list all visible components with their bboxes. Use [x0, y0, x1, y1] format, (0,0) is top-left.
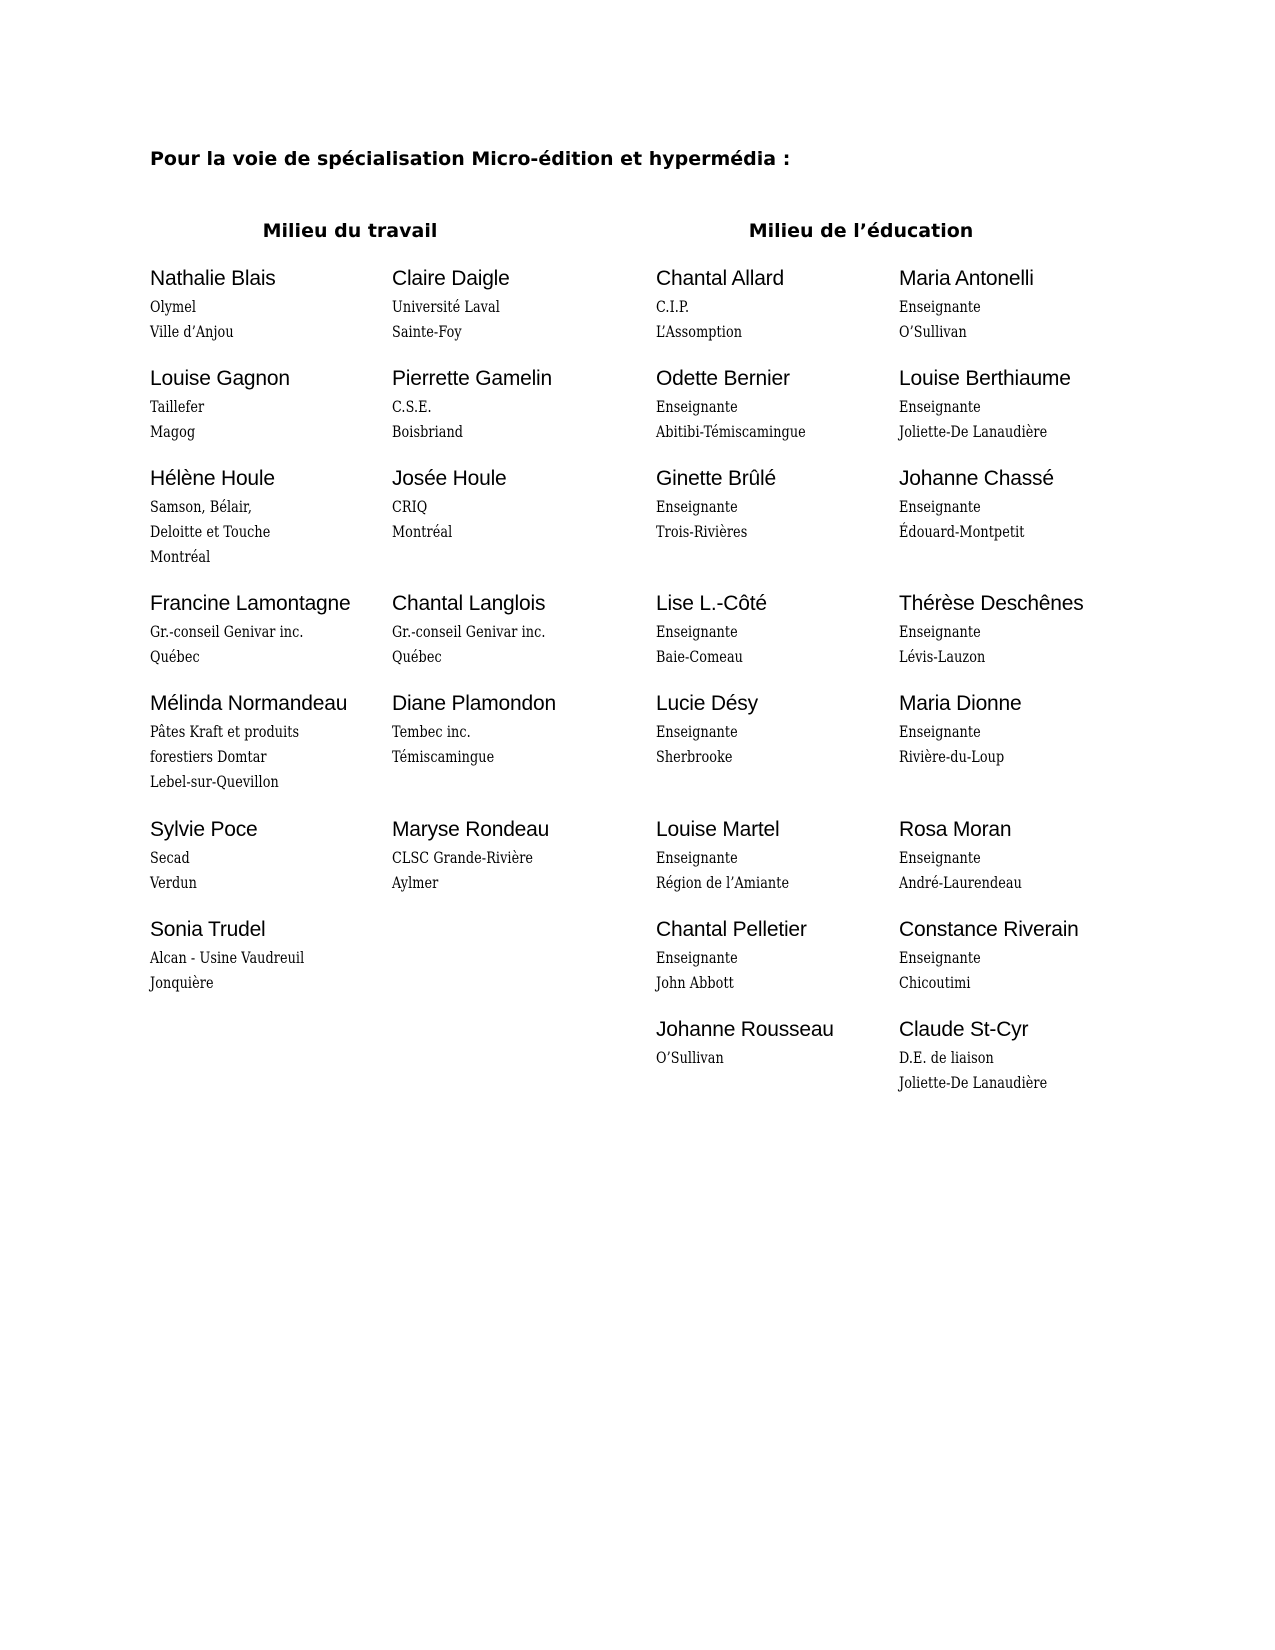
person-location: Joliette-De Lanaudière: [899, 1073, 1048, 1092]
person-entry: [899, 1015, 1149, 1095]
person-entry: [899, 915, 1149, 995]
person-affiliation: Enseignante: [656, 497, 738, 516]
person-name: Francine Lamontagne: [150, 592, 351, 615]
person-name: Sonia Trudel: [150, 918, 266, 941]
person-affiliation: Enseignante: [899, 848, 981, 867]
person-location: O’Sullivan: [656, 1048, 724, 1067]
person-affiliation: Olymel: [150, 297, 197, 316]
person-entry: [150, 915, 400, 995]
person-affiliation: C.I.P.: [656, 297, 690, 316]
person-name: Pierrette Gamelin: [392, 367, 552, 390]
page-title: Pour la voie de spécialisation Micro-édition et hypermédia :: [150, 148, 791, 170]
person-name: Louise Berthiaume: [899, 367, 1071, 390]
person-location: Trois-Rivières: [656, 522, 748, 541]
person-name: Odette Bernier: [656, 367, 790, 390]
person-name: Maria Antonelli: [899, 267, 1034, 290]
person-entry: [656, 589, 906, 669]
person-name: Johanne Chassé: [899, 467, 1054, 490]
person-name: Chantal Pelletier: [656, 918, 807, 941]
person-entry: [150, 689, 400, 794]
person-affiliation: Pâtes Kraft et produits: [150, 722, 300, 741]
person-name: Lucie Désy: [656, 692, 758, 715]
person-name: Maryse Rondeau: [392, 818, 550, 841]
person-location: Sherbrooke: [656, 747, 733, 766]
person-entry: [899, 815, 1149, 895]
person-affiliation: Enseignante: [656, 722, 738, 741]
person-entry: [656, 364, 906, 444]
person-entry: [392, 815, 642, 895]
person-entry: [899, 689, 1149, 769]
person-entry: [150, 464, 400, 569]
person-name: Ginette Brûlé: [656, 467, 776, 490]
person-affiliation: Université Laval: [392, 297, 500, 316]
person-name: Diane Plamondon: [392, 692, 556, 715]
person-affiliation: Gr.-conseil Genivar inc.: [150, 622, 304, 641]
person-location: Rivière-du-Loup: [899, 747, 1005, 766]
person-name: Nathalie Blais: [150, 267, 276, 290]
person-affiliation: Enseignante: [899, 297, 981, 316]
person-location: Région de l’Amiante: [656, 873, 790, 892]
person-name: Hélène Houle: [150, 467, 275, 490]
person-name: Chantal Allard: [656, 267, 784, 290]
person-location: L’Assomption: [656, 322, 743, 341]
person-entry: [656, 464, 906, 544]
person-affiliation: CRIQ: [392, 497, 428, 516]
person-affiliation: Alcan - Usine Vaudreuil: [150, 948, 305, 967]
person-location: O’Sullivan: [899, 322, 967, 341]
person-entry: [150, 264, 400, 344]
person-entry: [656, 689, 906, 769]
person-affiliation: Enseignante: [899, 397, 981, 416]
section-heading-workplace: Milieu du travail: [262, 220, 438, 242]
person-entry: [392, 589, 642, 669]
person-name: Rosa Moran: [899, 818, 1012, 841]
person-affiliation: Enseignante: [899, 722, 981, 741]
person-location: Lévis-Lauzon: [899, 647, 986, 666]
person-location: Édouard-Montpetit: [899, 522, 1025, 541]
person-affiliation: Enseignante: [656, 848, 738, 867]
person-location: Québec: [392, 647, 442, 666]
person-entry: [150, 589, 400, 669]
person-entry: [656, 264, 906, 344]
person-affiliation: Secad: [150, 848, 190, 867]
person-affiliation: Taillefer: [150, 397, 205, 416]
person-location: Abitibi-Témiscamingue: [656, 422, 806, 441]
person-location: Ville d’Anjou: [150, 322, 234, 341]
person-affiliation: forestiers Domtar: [150, 747, 267, 766]
person-location: Baie-Comeau: [656, 647, 743, 666]
person-entry: [899, 264, 1149, 344]
person-affiliation: Enseignante: [656, 622, 738, 641]
person-location: Lebel-sur-Quevillon: [150, 772, 279, 791]
person-location: Jonquière: [150, 973, 214, 992]
person-location: Verdun: [150, 873, 197, 892]
person-entry: [899, 364, 1149, 444]
person-name: Josée Houle: [392, 467, 507, 490]
person-affiliation: Tembec inc.: [392, 722, 471, 741]
person-location: Magog: [150, 422, 196, 441]
person-name: Thérèse Deschênes: [899, 592, 1084, 615]
person-entry: [392, 689, 642, 769]
person-affiliation: CLSC Grande-Rivière: [392, 848, 534, 867]
person-name: Constance Riverain: [899, 918, 1079, 941]
person-entry: [899, 589, 1149, 669]
person-entry: [150, 364, 400, 444]
person-name: Louise Martel: [656, 818, 780, 841]
person-entry: [392, 264, 642, 344]
person-name: Sylvie Poce: [150, 818, 258, 841]
section-heading-education: Milieu de l’éducation: [748, 220, 974, 242]
person-affiliation: Enseignante: [899, 622, 981, 641]
person-location: Joliette-De Lanaudière: [899, 422, 1048, 441]
person-entry: [656, 815, 906, 895]
person-location: Montréal: [150, 547, 211, 566]
person-location: Boisbriand: [392, 422, 464, 441]
person-affiliation: D.E. de liaison: [899, 1048, 994, 1067]
person-entry: [899, 464, 1149, 544]
person-name: Maria Dionne: [899, 692, 1022, 715]
person-affiliation: Deloitte et Touche: [150, 522, 271, 541]
person-name: Mélinda Normandeau: [150, 692, 348, 715]
person-location: Témiscamingue: [392, 747, 495, 766]
person-entry: [656, 915, 906, 995]
person-location: John Abbott: [656, 973, 734, 992]
person-name: Johanne Rousseau: [656, 1018, 834, 1041]
person-affiliation: C.S.E.: [392, 397, 432, 416]
person-affiliation: Enseignante: [656, 948, 738, 967]
person-location: Chicoutimi: [899, 973, 971, 992]
person-entry: [656, 1015, 906, 1070]
person-name: Lise L.-Côté: [656, 592, 767, 615]
person-location: Aylmer: [392, 873, 439, 892]
person-location: Sainte-Foy: [392, 322, 462, 341]
person-name: Louise Gagnon: [150, 367, 290, 390]
person-affiliation: Enseignante: [899, 497, 981, 516]
person-name: Chantal Langlois: [392, 592, 546, 615]
person-affiliation: Enseignante: [656, 397, 738, 416]
person-name: Claude St-Cyr: [899, 1018, 1029, 1041]
person-entry: [392, 364, 642, 444]
person-affiliation: Samson, Bélair,: [150, 497, 252, 516]
person-affiliation: Gr.-conseil Genivar inc.: [392, 622, 546, 641]
person-affiliation: Enseignante: [899, 948, 981, 967]
person-name: Claire Daigle: [392, 267, 510, 290]
person-entry: [392, 464, 642, 544]
person-location: André-Laurendeau: [899, 873, 1022, 892]
person-location: Québec: [150, 647, 200, 666]
person-location: Montréal: [392, 522, 453, 541]
person-entry: [150, 815, 400, 895]
